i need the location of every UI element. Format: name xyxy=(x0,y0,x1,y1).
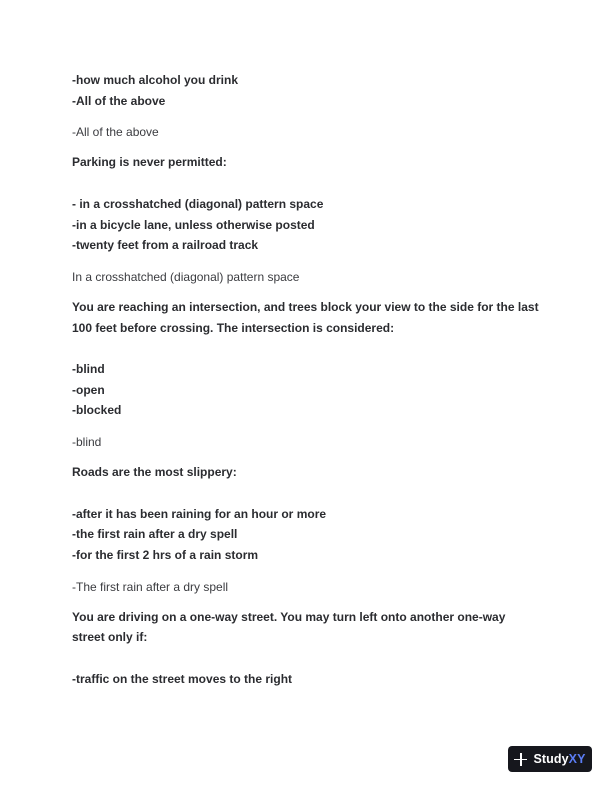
answer-options-slippery xyxy=(72,504,552,566)
answer: -blind xyxy=(72,435,102,450)
question-line: street only if: xyxy=(72,630,148,645)
option: -twenty feet from a railroad track xyxy=(72,238,259,253)
answer: -All of the above xyxy=(72,125,159,140)
question-line: 100 feet before crossing. The intersection is considered: xyxy=(72,320,395,335)
option: -All of the above xyxy=(72,93,166,108)
question-line: You are driving on a one-way street. You may turn left onto another one-way xyxy=(72,609,506,624)
option: -open xyxy=(72,382,105,397)
option: -blind xyxy=(72,362,105,376)
answer-options-parking xyxy=(72,194,552,256)
option: -traffic on the street moves to the right xyxy=(72,671,293,686)
option: - in a crosshatched (diagonal) pattern space xyxy=(72,196,324,211)
answer-options-one-way xyxy=(72,669,552,690)
option: -how much alcohol you drink xyxy=(72,73,239,87)
question-slippery: Roads are the most slippery: xyxy=(72,465,237,480)
question-line: You are reaching an intersection, and trees block your view to the side for the last xyxy=(72,299,539,314)
option: -the first rain after a dry spell xyxy=(72,527,238,542)
option: -after it has been raining for an hour or more xyxy=(72,506,327,521)
answer: -The first rain after a dry spell xyxy=(72,579,229,594)
plus-icon xyxy=(514,753,527,766)
studyxy-logo[interactable] xyxy=(508,746,592,772)
answer-options-intersection xyxy=(72,359,552,421)
question-intersection xyxy=(72,297,552,338)
question-one-way xyxy=(72,607,552,648)
option: -for the first 2 hrs of a rain storm xyxy=(72,547,259,562)
logo-text: StudyXY xyxy=(533,752,586,766)
option: -blocked xyxy=(72,403,122,418)
document-page xyxy=(72,70,552,689)
option: -in a bicycle lane, unless otherwise posted xyxy=(72,217,315,232)
answer-options-alcohol xyxy=(72,70,552,111)
question-parking: Parking is never permitted: xyxy=(72,155,227,170)
answer: In a crosshatched (diagonal) pattern space xyxy=(72,269,300,284)
